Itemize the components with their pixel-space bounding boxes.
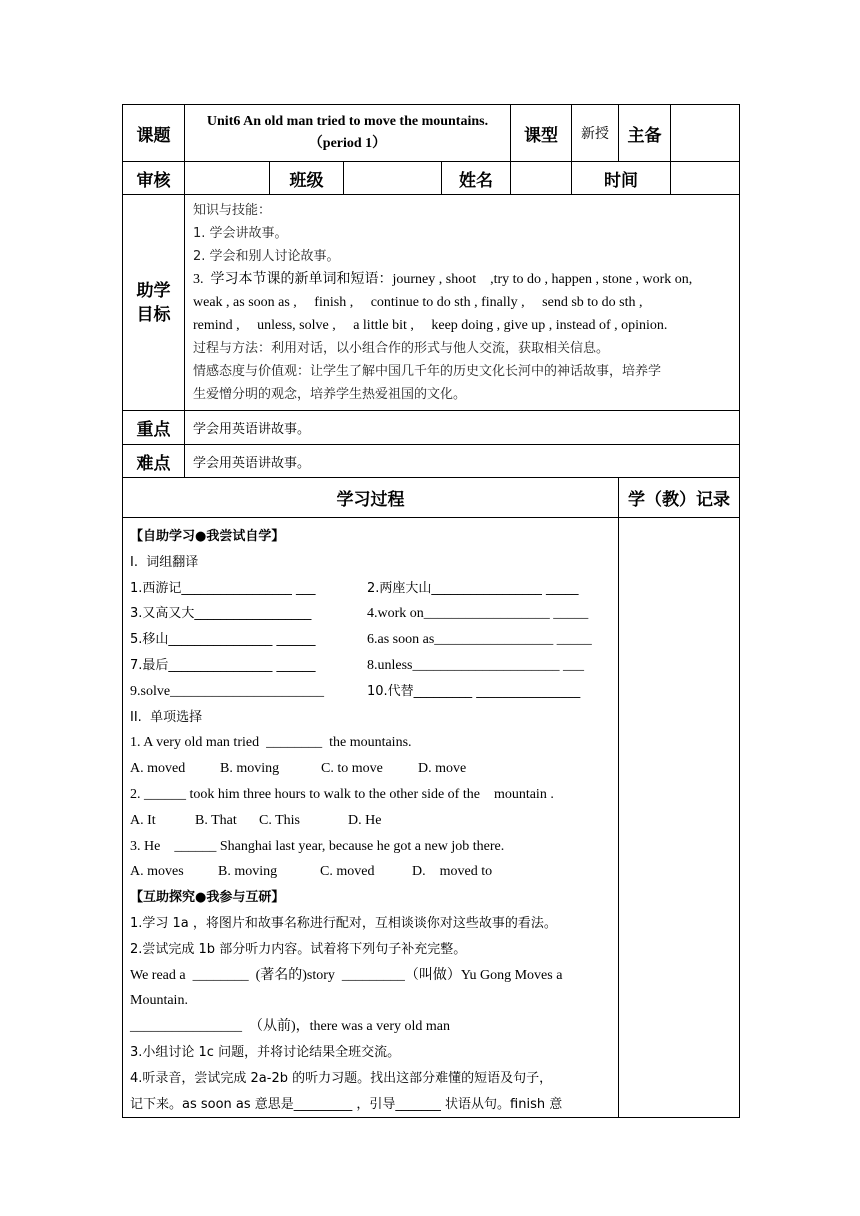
lesson-type-value: 新授 bbox=[572, 105, 619, 162]
record-column[interactable] bbox=[619, 518, 740, 1118]
key-point-text: 学会用英语讲故事。 bbox=[185, 411, 740, 445]
coop-line: 1.学习 1a ，将图片和故事名称进行配对，互相谈谈你对这些故事的看法。 bbox=[130, 915, 557, 931]
objective-line: 1. 学会讲故事。 bbox=[193, 226, 288, 241]
time-label: 时间 bbox=[572, 162, 671, 195]
mc-options bbox=[130, 859, 618, 885]
time-value[interactable] bbox=[671, 162, 740, 195]
translation-row bbox=[130, 601, 618, 627]
coop-line: 记下来。as soon as 意思是_________ ，引导_______ 状语从句。finish 意 bbox=[130, 1096, 563, 1112]
coop-line: 2.尝试完成 1b 部分听力内容。试着将下列句子补充完整。 bbox=[130, 941, 467, 957]
mc-option[interactable]: B. moving bbox=[218, 864, 278, 880]
translation-item[interactable]: 6.as soon as_________________ _____ bbox=[367, 632, 592, 648]
translation-row bbox=[130, 576, 618, 602]
coop-line: 4.听录音，尝试完成 2a-2b 的听力习题。找出这部分难懂的短语及句子， bbox=[130, 1070, 553, 1086]
mc-option[interactable]: D. move bbox=[418, 761, 467, 777]
mc-option[interactable]: C. to move bbox=[321, 761, 383, 777]
self-study-title: 【自助学习●我尝试自学】 bbox=[130, 529, 285, 544]
coop-line: 3.小组讨论 1c 问题，并将讨论结果全班交流。 bbox=[130, 1044, 401, 1060]
part2-title: II. 单项选择 bbox=[130, 709, 203, 725]
objective-line: remind , unless, solve , a little bit , keep doing , give up , instead of , opinion. bbox=[193, 318, 668, 333]
lesson-table bbox=[122, 104, 740, 1118]
translation-row bbox=[130, 679, 618, 705]
objective-line: 2. 学会和别人讨论故事。 bbox=[193, 249, 340, 264]
translation-item[interactable]: 5.移山________________ ______ bbox=[130, 632, 316, 648]
coop-line: Mountain. bbox=[130, 993, 188, 1009]
lesson-title bbox=[185, 105, 511, 162]
author-value[interactable] bbox=[671, 105, 740, 162]
objectives-label-line1: 助学 bbox=[136, 280, 171, 301]
name-value[interactable] bbox=[511, 162, 572, 195]
difficulty-row bbox=[123, 445, 740, 478]
lesson-title-line2: （period 1） bbox=[308, 136, 387, 151]
mc-option[interactable]: B. moving bbox=[220, 761, 280, 777]
objectives-content bbox=[185, 195, 740, 411]
difficulty-label: 难点 bbox=[123, 445, 185, 478]
author-label: 主备 bbox=[619, 105, 671, 162]
lesson-plan-sheet bbox=[122, 104, 739, 1118]
mc-question: 3. He ______ Shanghai last year, because he got a new job there. bbox=[130, 838, 505, 854]
objective-line: 生爱憎分明的观念，培养学生热爱祖国的文化。 bbox=[193, 387, 467, 402]
class-value[interactable] bbox=[344, 162, 442, 195]
process-body-row bbox=[123, 518, 740, 1118]
translation-item[interactable]: 3.又高又大__________________ bbox=[130, 606, 312, 622]
key-point-row bbox=[123, 411, 740, 445]
topic-label: 课题 bbox=[123, 105, 185, 162]
process-header-row bbox=[123, 478, 740, 518]
mc-option[interactable]: D. moved to bbox=[412, 864, 493, 880]
translation-item[interactable]: 1.西游记_________________ ___ bbox=[130, 580, 316, 596]
translation-item[interactable]: 10.代替_________ ________________ bbox=[367, 683, 581, 699]
difficulty-text: 学会用英语讲故事。 bbox=[185, 445, 740, 478]
header-row bbox=[123, 105, 740, 162]
mc-option[interactable]: B. That bbox=[195, 812, 237, 828]
objective-line: 知识与技能： bbox=[193, 203, 272, 218]
process-header: 学习过程 bbox=[123, 478, 619, 518]
translation-item[interactable]: 2.两座大山_________________ _____ bbox=[367, 580, 579, 596]
review-value[interactable] bbox=[185, 162, 270, 195]
key-point-label: 重点 bbox=[123, 411, 185, 445]
record-header: 学（教）记录 bbox=[619, 478, 740, 518]
mc-option[interactable]: A. moved bbox=[130, 761, 186, 777]
mc-option[interactable]: C. This bbox=[259, 812, 300, 828]
translation-item[interactable]: 7.最后________________ ______ bbox=[130, 657, 316, 673]
mc-option[interactable]: A. moves bbox=[130, 864, 184, 880]
part1-title: I. 词组翻译 bbox=[130, 554, 199, 570]
mc-options bbox=[130, 756, 618, 782]
info-row bbox=[123, 162, 740, 195]
objective-line: weak , as soon as , finish , continue to do sth , finally , send sb to do sth , bbox=[193, 295, 643, 310]
lesson-type-label: 课型 bbox=[511, 105, 572, 162]
objective-line: 情感态度与价值观：让学生了解中国几千年的历史文化长河中的神话故事，培养学 bbox=[193, 364, 662, 379]
coop-line: We read a ________ (著名的)story _________（叫做）Yu Gong Moves a bbox=[130, 967, 563, 983]
translation-item[interactable]: 8.unless_____________________ ___ bbox=[367, 657, 584, 673]
translation-row bbox=[130, 627, 618, 653]
coop-line: ________________ （从前)，there was a very old man bbox=[130, 1019, 450, 1035]
mc-options bbox=[130, 808, 618, 834]
mc-question: 1. A very old man tried ________ the mountains. bbox=[130, 735, 412, 751]
translation-row bbox=[130, 653, 618, 679]
process-content bbox=[123, 518, 619, 1118]
mc-option[interactable]: C. moved bbox=[320, 864, 375, 880]
objectives-label bbox=[123, 195, 185, 411]
objective-line: 过程与方法：利用对话，以小组合作的形式与他人交流，获取相关信息。 bbox=[193, 341, 610, 356]
mc-question: 2. ______ took him three hours to walk to the other side of the mountain . bbox=[130, 786, 554, 802]
coop-title: 【互助探究●我参与互研】 bbox=[130, 890, 285, 906]
translation-item[interactable]: 9.solve______________________ bbox=[130, 683, 325, 699]
translation-item[interactable]: 4.work on__________________ _____ bbox=[367, 606, 589, 622]
mc-option[interactable]: A. It bbox=[130, 812, 156, 828]
objectives-row bbox=[123, 195, 740, 411]
name-label: 姓名 bbox=[442, 162, 511, 195]
objectives-label-line2: 目标 bbox=[136, 304, 171, 325]
lesson-title-line1: Unit6 An old man tried to move the mountains. bbox=[206, 114, 489, 129]
mc-option[interactable]: D. He bbox=[348, 812, 382, 828]
review-label: 审核 bbox=[123, 162, 185, 195]
class-label: 班级 bbox=[270, 162, 344, 195]
objective-line: 3. 学习本节课的新单词和短语：journey , shoot ,try to do , happen , stone , work on, bbox=[193, 272, 693, 287]
